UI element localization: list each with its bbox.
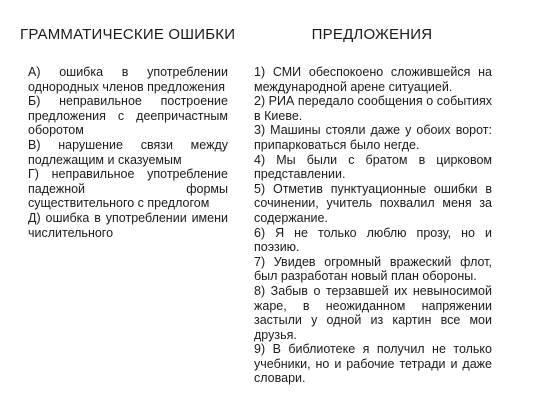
sentences-list	[254, 65, 492, 386]
sentence-item-6: 6) Я не только люблю прозу, но и поэзию.	[254, 225, 492, 255]
sentence-item-1: 1) СМИ обеспокоено сложившейся на международной арене ситуацией.	[254, 65, 492, 94]
sentence-item-3: 3) Машины стояли даже у обоих ворот: припарковаться было негде.	[254, 123, 492, 152]
sentence-item-7: 7) Увидев огромный вражеский флот, был разработан новый план обороны.	[254, 254, 492, 284]
sentence-item-8: 8) Забыв о терзавшей их невыносимой жаре, в неожиданном напряжении застыли у одной из картин все мои друзья.	[254, 283, 492, 342]
sentence-item-2: 2) РИА передало сообщения о событиях в Киеве.	[254, 94, 492, 123]
sentences-column-header: ПРЕДЛОЖЕНИЯ	[311, 26, 433, 43]
error-item-g: Г) неправильное употребление падежной формы существительного с предлогом	[28, 167, 228, 211]
errors-list	[28, 65, 228, 240]
errors-column-header: ГРАММАТИЧЕСКИЕ ОШИБКИ	[20, 26, 236, 43]
sentence-item-5: 5) Отметив пунктуационные ошибки в сочинении, учитель похвалил меня за содержание.	[254, 181, 492, 225]
sentence-item-4: 4) Мы были с братом в цирковом представлении.	[254, 152, 492, 182]
sentence-item-9: 9) В библиотеке я получил не только учебники, но и рабочие тетради и даже словари.	[254, 342, 492, 386]
error-item-d: Д) ошибка в употреблении имени числительного	[28, 210, 228, 240]
error-item-v: В) нарушение связи между подлежащим и сказуемым	[28, 137, 228, 167]
error-item-a: А) ошибка в употреблении однородных членов предложения	[28, 65, 228, 94]
error-item-b: Б) неправильное построение предложения с деепричастным оборотом	[28, 94, 228, 138]
